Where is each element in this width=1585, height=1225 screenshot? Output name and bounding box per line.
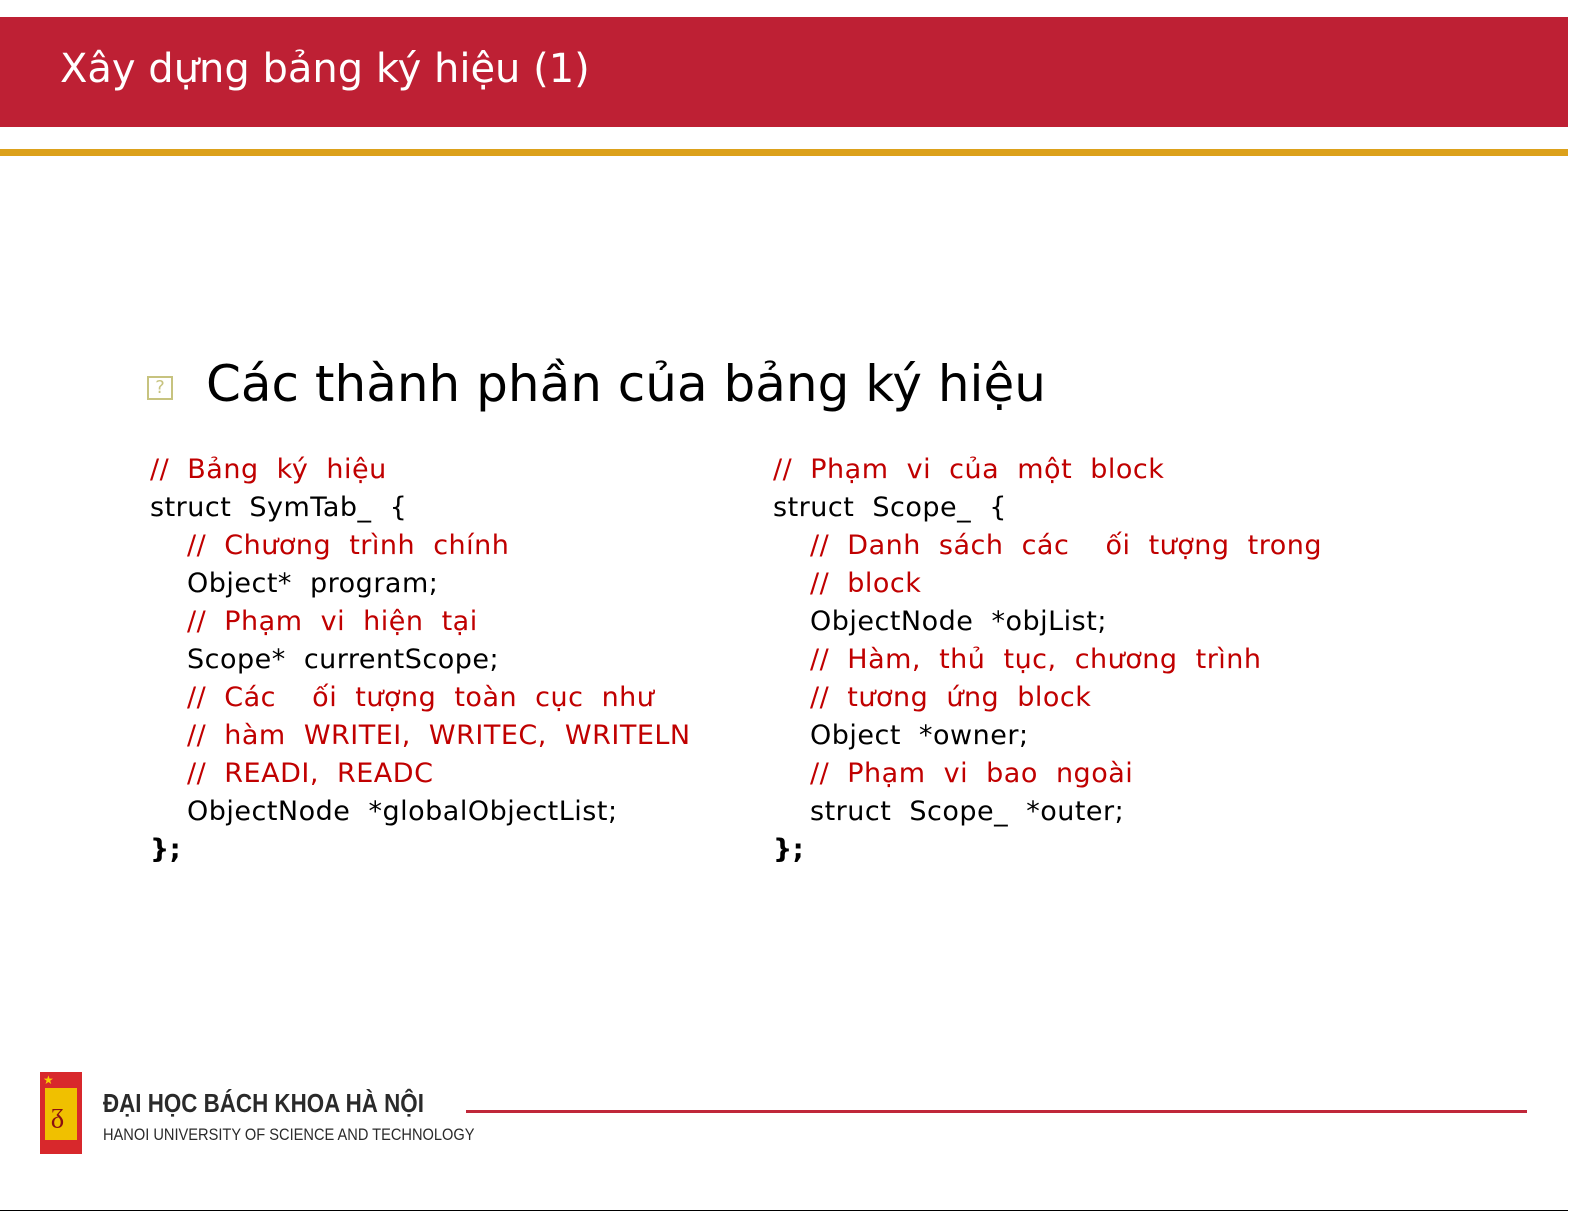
code-comment: // hàm WRITEI, WRITEC, WRITELN [187,720,691,751]
slide-heading: Các thành phần của bảng ký hiệu [206,355,1046,413]
university-logo-icon [40,1072,82,1154]
code-block-symtab [150,451,691,869]
code-comment: // Phạm vi bao ngoài [810,758,1134,789]
code-comment: // Chương trình chính [187,530,510,561]
code-line: struct Scope_ *outer; [810,796,1125,827]
code-comment: // Danh sách các ối tượng trong [810,530,1322,561]
logo-emblem-icon: ᵹ [51,1096,65,1129]
code-comment: // tương ứng block [810,682,1092,713]
code-comment: // Phạm vi hiện tại [187,606,478,637]
footer-divider [466,1110,1527,1113]
code-line: struct SymTab_ { [150,492,408,523]
code-block-scope [773,451,1322,869]
code-comment: // Hàm, thủ tục, chương trình [810,644,1262,675]
university-subtitle: HANOI UNIVERSITY OF SCIENCE AND TECHNOLOGY [103,1125,475,1144]
code-line: struct Scope_ { [773,492,1007,523]
code-comment: // READI, READC [187,758,434,789]
bottom-divider [0,1210,1568,1211]
code-comment: // Các ối tượng toàn cục như [187,682,655,713]
code-line: ObjectNode *objList; [810,606,1107,637]
code-comment: // Bảng ký hiệu [150,454,387,485]
code-comment: // block [810,568,922,599]
code-line: Scope* currentScope; [187,644,500,675]
missing-glyph-icon: ? [147,376,173,400]
code-line: Object *owner; [810,720,1029,751]
university-name: ĐẠI HỌC BÁCH KHOA HÀ NỘI [103,1088,424,1118]
code-line: }; [773,834,805,865]
code-line: }; [150,834,182,865]
slide-title: Xây dựng bảng ký hiệu (1) [60,46,590,92]
code-comment: // Phạm vi của một block [773,454,1165,485]
gold-divider [0,149,1568,156]
code-line: ObjectNode *globalObjectList; [187,796,618,827]
code-line: Object* program; [187,568,439,599]
star-icon: ★ [43,1073,54,1087]
